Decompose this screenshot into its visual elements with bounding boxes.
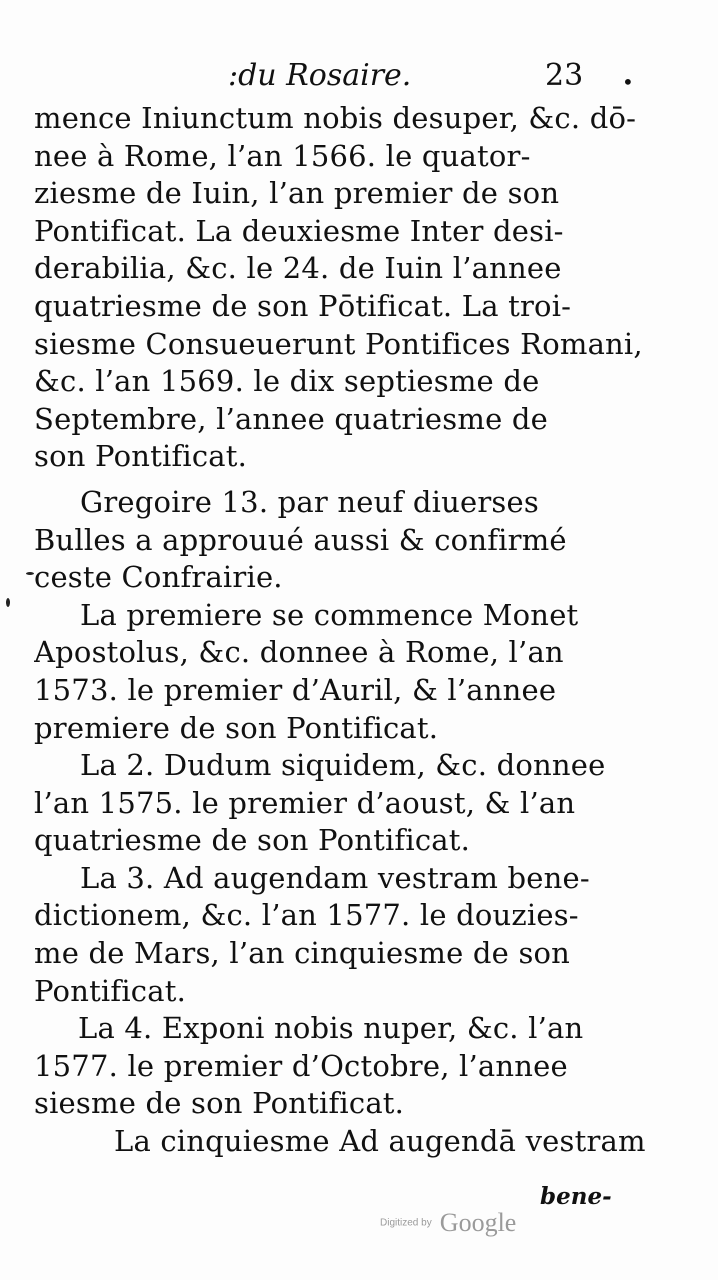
text-line: derabilia, &c. le 24. de Iuin l’annee [34,251,562,286]
page-number: 23 [545,58,584,93]
paragraph-start-line: La cinquiesme Ad augendā vestram [114,1124,646,1159]
digitized-watermark [380,1208,516,1238]
text-line: Bulles a approuué aussi & confirmé [34,522,567,557]
text-line: premiere de son Pontificat. [34,710,439,745]
text-line: Apostolus, &c. donnee à Rome, l’an [34,635,564,670]
text-line: me de Mars, l’an cinquiesme de son [34,936,571,971]
text-line: l’an 1575. le premier d’aoust, & l’an [34,785,576,820]
text-line: Pontificat. La deuxiesme Inter desi- [34,213,564,248]
watermark-prefix: Digitized by [380,1217,432,1229]
text-line: quatriesme de son Pontificat. [34,823,471,858]
paragraph-start-line: Gregoire 13. par neuf diuerses [80,484,539,519]
text-line: 1573. le premier d’Auril, & l’annee [34,672,557,707]
paragraph-start-line: La 2. Dudum siquidem, &c. donnee [80,748,606,783]
text-line: 1577. le premier d’Octobre, l’annee [34,1048,568,1083]
google-logo: Google [439,1208,517,1237]
text-line: Septembre, l’annee quatriesme de [34,401,548,436]
text-line: dictionem, &c. l’an 1577. le douzies- [34,898,579,933]
ink-speck [6,598,10,607]
page-header [0,52,718,102]
text-line: ziesme de Iuin, l’an premier de son [34,176,560,211]
text-line: nee à Rome, l’an 1566. le quator- [34,138,531,173]
text-line: ceste Confrairie. [34,560,283,595]
ink-speck [26,572,34,575]
text-line: siesme de son Pontificat. [34,1086,405,1121]
text-line: mence Iniunctum nobis desuper, &c. dō- [34,101,637,135]
paragraph-start-line: La 3. Ad augendam vestram bene- [80,860,590,895]
text-line: son Pontificat. [34,439,248,474]
body-text [34,100,694,1161]
text-line: &c. l’an 1569. le dix septiesme de [34,364,540,399]
text-line: Pontificat. [34,973,187,1008]
paragraph-start-line: La premiere se commence Monet [80,597,579,632]
text-line: siesme Consueuerunt Pontifices Romani, [34,326,643,361]
ornament-dot-icon: • [622,70,634,94]
text-line: quatriesme de son Pōtificat. La troi- [34,288,572,323]
paragraph-start-line: La 4. Exponi nobis nuper, &c. l’an [78,1011,584,1046]
catchword: bene- [540,1183,612,1210]
running-head: :du Rosaire. [228,58,412,93]
